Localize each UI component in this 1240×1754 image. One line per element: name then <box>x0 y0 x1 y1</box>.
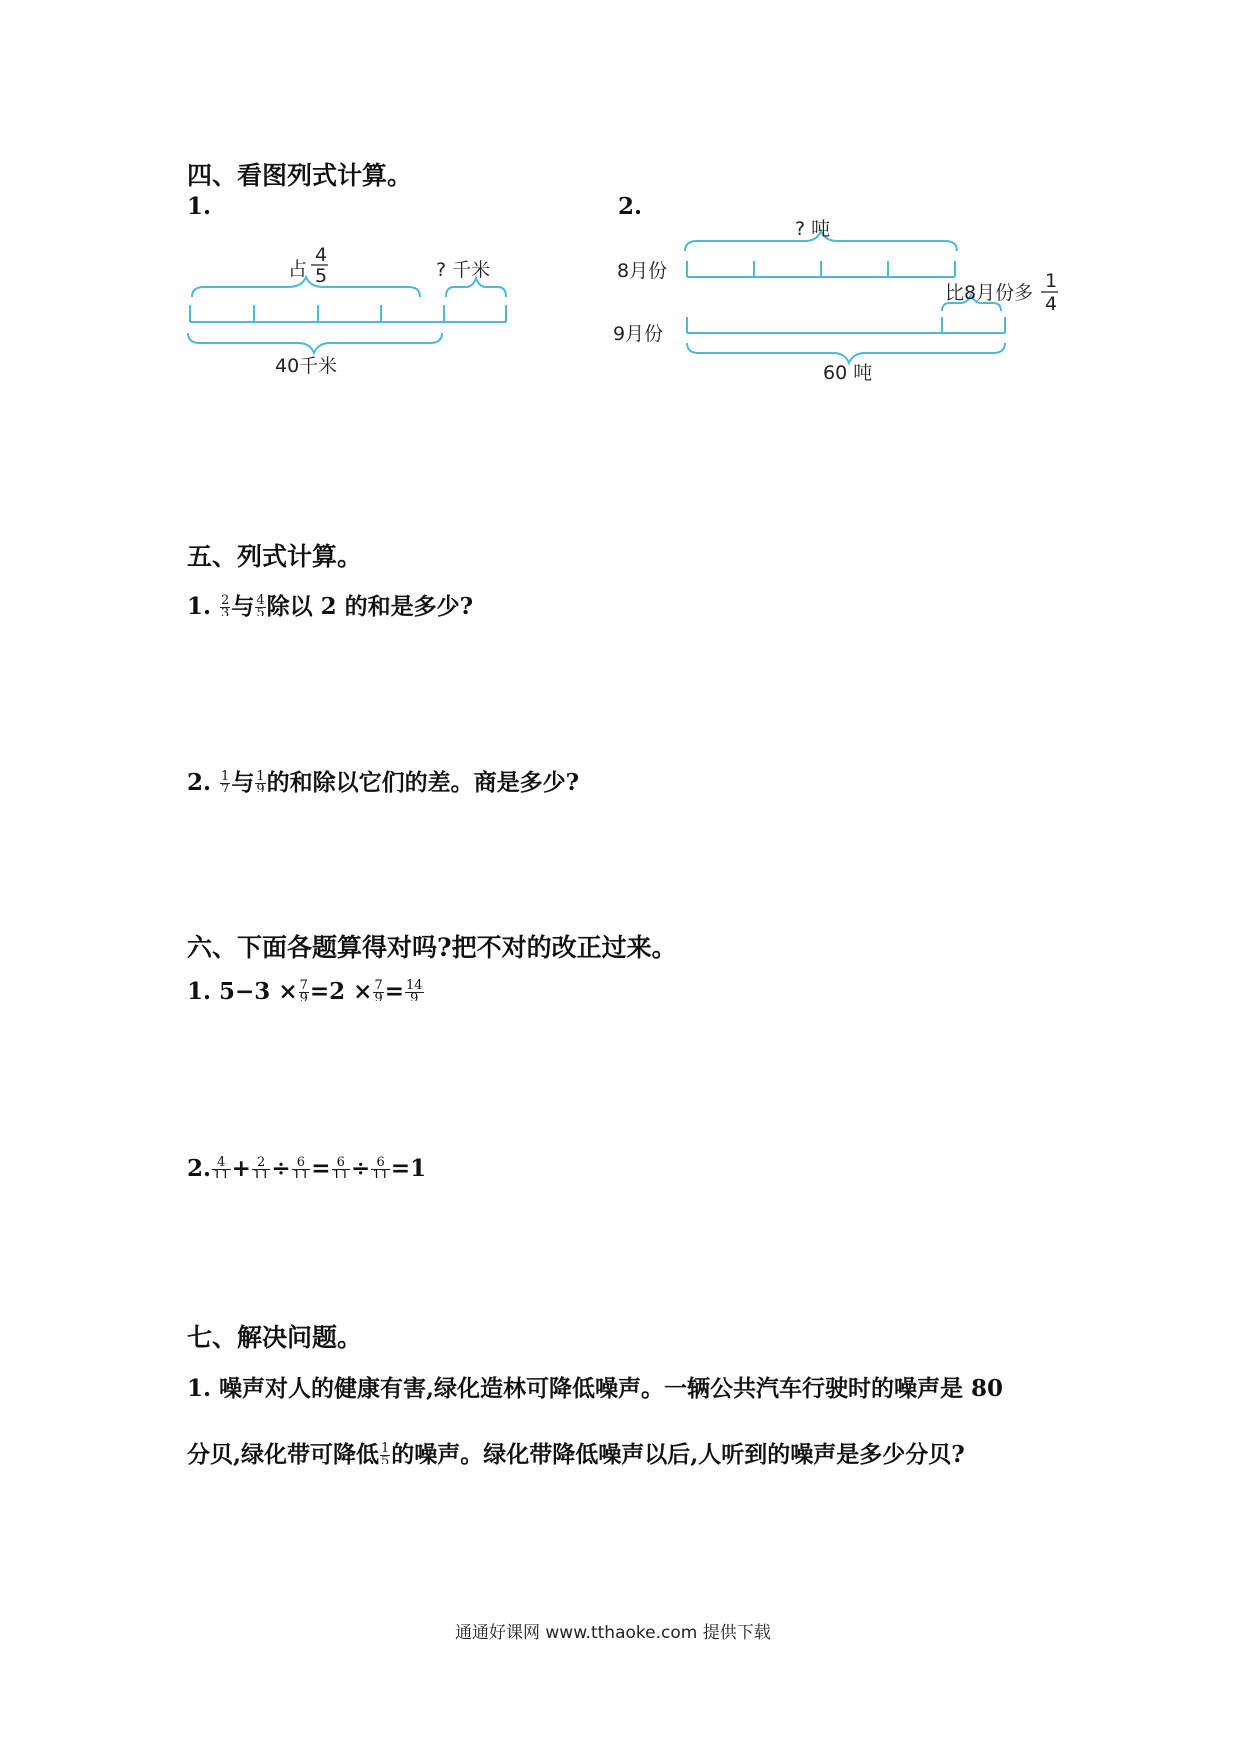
unknown-distance-label: ? 千米 <box>436 259 491 281</box>
total-distance-label: 40千米 <box>275 355 338 377</box>
section4-title: 四、看图列式计算。 <box>187 161 413 190</box>
section4-q2-number: 2. <box>618 193 643 220</box>
section5-q2: 2. $\frac{1}{7}$ 与 $\frac{1}{9}$ 的和除以它们的差。商是多少? <box>187 768 580 796</box>
section4-q1-number: 1. <box>187 193 212 220</box>
question-number: 1. <box>187 593 212 620</box>
august-label: 8月份 <box>617 260 668 282</box>
tonnage-diagram <box>605 215 1075 395</box>
portion-brace <box>192 277 420 297</box>
section7-q1-line2: 分贝,绿化带可降低 $\frac{1}{5}$ 的噪声。绿化带降低噪声以后,人听到的噪声是多少分贝? <box>187 1440 965 1468</box>
fraction: $\frac{7}{9}$ <box>299 977 308 1001</box>
fraction: $\frac{6}{11}$ <box>332 1154 350 1178</box>
question-number: 2. <box>187 769 212 796</box>
section6-title: 六、下面各题算得对吗?把不对的改正过来。 <box>187 933 677 962</box>
section6-q2: 2. $\frac{4}{11}$ + $\frac{2}{11}$ ÷ $\frac{6}{11}$ = $\frac{6}{11}$ ÷ $\frac{6}{11}$ =1 <box>187 1154 427 1182</box>
fraction: $\frac{7}{9}$ <box>374 977 383 1001</box>
section6-q1: 1. 5−3 × $\frac{7}{9}$ =2 × $\frac{7}{9}$ = $\frac{14}{9}$ <box>187 977 423 1005</box>
fraction: $\frac{1}{5}$ <box>381 1440 390 1464</box>
portion-denominator: 5 <box>315 265 328 287</box>
fraction: $\frac{4}{11}$ <box>213 1154 230 1178</box>
september-label: 9月份 <box>613 323 664 345</box>
more-denominator: 4 <box>1045 293 1058 315</box>
unknown-tonnage-label: ? 吨 <box>795 218 831 240</box>
fraction: $\frac{6}{11}$ <box>292 1154 310 1178</box>
section5-title: 五、列式计算。 <box>187 542 363 571</box>
section7-q1-line1: 1. 噪声对人的健康有害,绿化造林可降低噪声。一辆公共汽车行驶时的噪声是 80 <box>187 1375 1004 1402</box>
more-prefix-label: 比8月份多 <box>945 282 1034 304</box>
fraction: $\frac{2}{11}$ <box>252 1154 270 1178</box>
fraction: $\frac{1}{9}$ <box>256 768 265 792</box>
total-brace <box>188 333 442 353</box>
page-footer: 通通好课网 www.tthaoke.com 提供下载 <box>455 1623 771 1643</box>
total-tonnage-label: 60 吨 <box>823 362 873 384</box>
fraction: $\frac{4}{5}$ <box>256 592 265 616</box>
section7-title: 七、解决问题。 <box>187 1323 363 1352</box>
more-numerator: 1 <box>1045 270 1058 292</box>
fraction: $\frac{14}{9}$ <box>406 977 423 1001</box>
portion-prefix: 占 <box>288 258 308 280</box>
fraction: $\frac{1}{7}$ <box>221 768 230 792</box>
total-brace <box>687 343 1005 363</box>
section5-q1: 1. $\frac{2}{3}$ 与 $\frac{4}{5}$ 除以 2 的和是多少? <box>187 592 474 620</box>
distance-diagram <box>180 245 520 380</box>
fraction: $\frac{2}{3}$ <box>221 592 230 616</box>
portion-numerator: 4 <box>315 245 328 266</box>
fraction: $\frac{6}{11}$ <box>372 1154 389 1178</box>
